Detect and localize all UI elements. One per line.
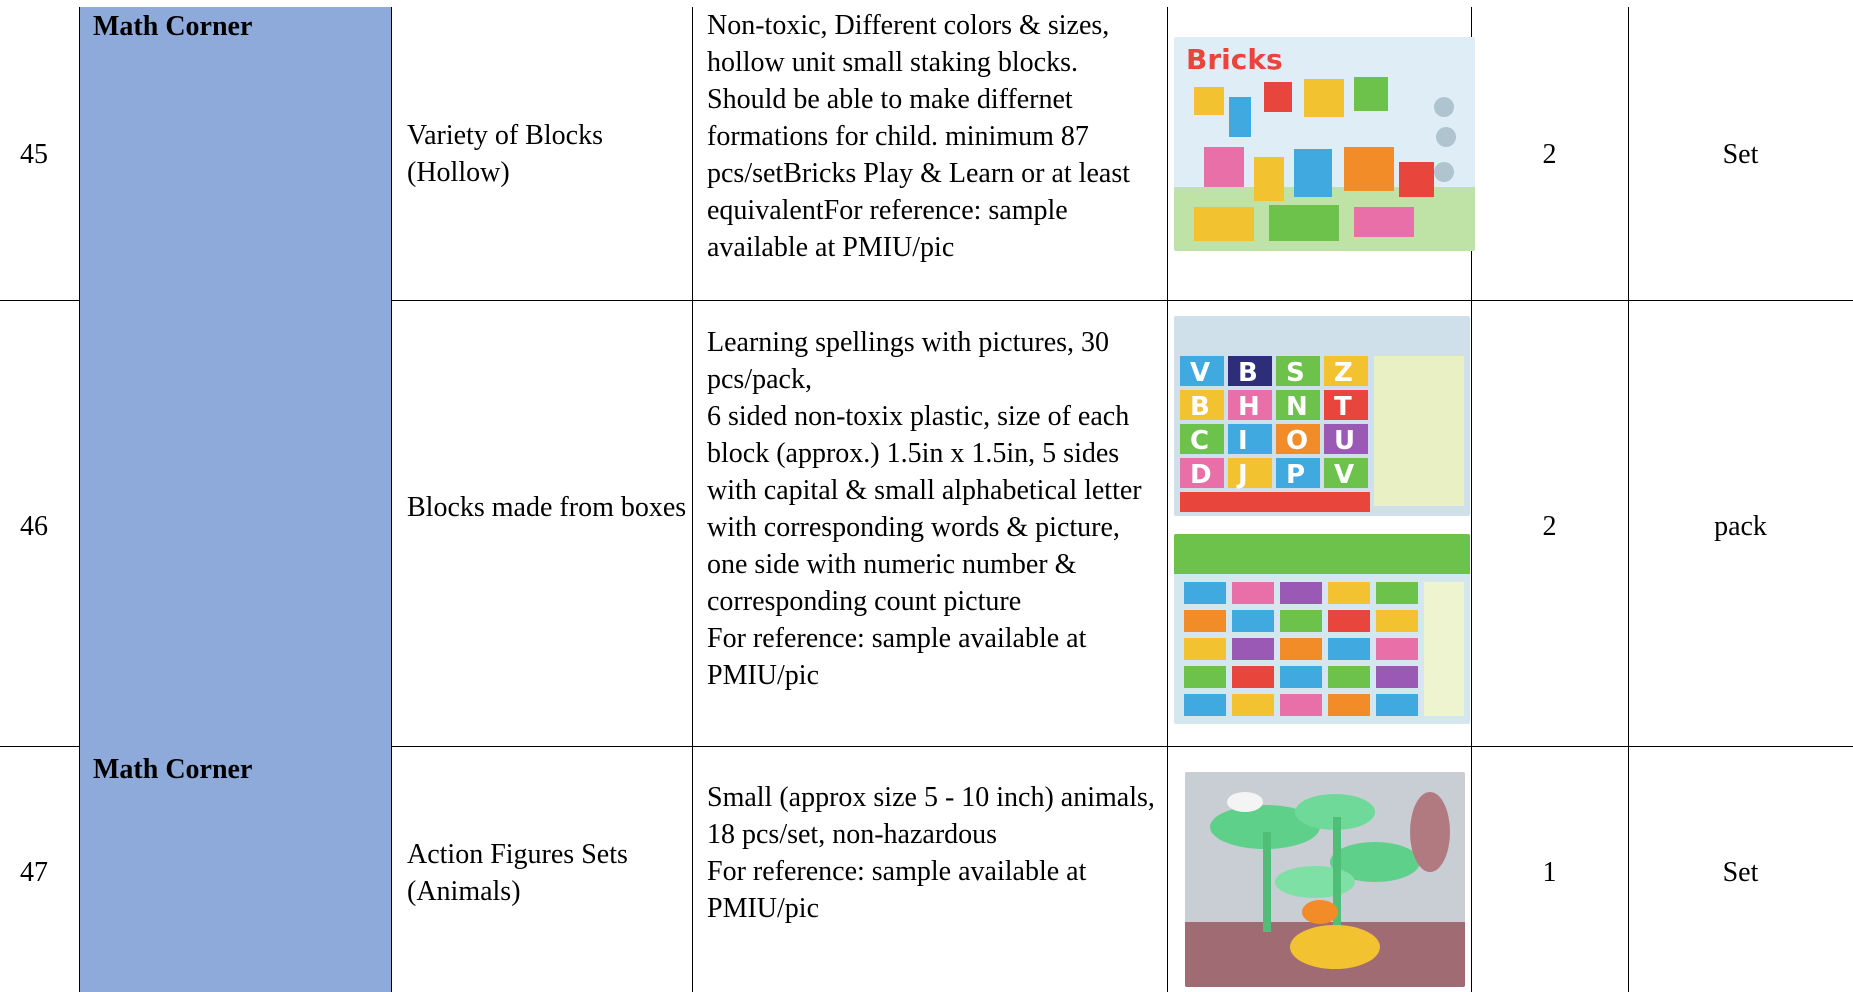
svg-text:I: I — [1238, 426, 1248, 456]
blocks-box-photo — [1174, 37, 1475, 251]
row-number: 45 — [20, 139, 48, 170]
svg-text:S: S — [1286, 358, 1305, 388]
unit: Set — [1722, 139, 1759, 170]
table-border — [391, 746, 1853, 747]
quantity: 2 — [1542, 511, 1557, 542]
category-label: Math Corner — [93, 754, 253, 785]
item-name: Action Figures Sets (Animals) — [407, 839, 628, 907]
unit: pack — [1714, 511, 1767, 542]
animal-figures-photo — [1185, 772, 1465, 987]
svg-text:D: D — [1190, 460, 1212, 490]
item-name: Blocks made from boxes — [407, 492, 687, 523]
svg-text:B: B — [1238, 358, 1258, 388]
svg-text:T: T — [1334, 392, 1352, 422]
svg-text:V: V — [1334, 460, 1355, 490]
category-label: Math Corner — [93, 11, 253, 42]
quantity: 2 — [1542, 139, 1557, 170]
item-specification: Small (approx size 5 - 10 inch) animals, 18 pcs/set, non-hazardous For reference: sample available at PMIU/pic — [707, 782, 1155, 924]
svg-text:B: B — [1190, 392, 1210, 422]
svg-text:O: O — [1286, 426, 1309, 456]
svg-text:V: V — [1190, 358, 1211, 388]
item-specification: Non-toxic, Different colors & sizes, hollow unit small staking blocks. Should be able to make differnet formations for child. minimum 87 pcs/setBricks Play & Learn or at least equivalentFor reference: sample available at PMIU/pic — [707, 10, 1130, 263]
svg-text:N: N — [1286, 392, 1308, 422]
svg-text:H: H — [1238, 392, 1260, 422]
table-border — [391, 7, 392, 992]
table-border — [0, 746, 79, 747]
svg-text:Z: Z — [1334, 358, 1353, 388]
table-border — [0, 300, 79, 301]
item-name: Variety of Blocks (Hollow) — [407, 120, 603, 188]
row-number: 47 — [20, 857, 48, 888]
category-column — [79, 7, 391, 992]
table-border — [1167, 7, 1168, 992]
table-border — [692, 7, 693, 992]
table-border — [391, 300, 1853, 301]
svg-text:C: C — [1190, 426, 1210, 456]
row-number: 46 — [20, 511, 48, 542]
letter-blocks-photo — [1174, 316, 1470, 516]
item-specification: Learning spellings with pictures, 30 pcs/pack, 6 sided non-toxix plastic, size of each block (approx.) 1.5in x 1.5in, 5 sides with capital & small alphabetical letter with corresponding words & picture, one side with numeric number & corresponding count picture For reference: sample available at PMIU/pic — [707, 327, 1142, 691]
quantity: 1 — [1542, 857, 1557, 888]
svg-text:Bricks: Bricks — [1186, 43, 1283, 76]
table-border — [79, 7, 80, 992]
number-blocks-photo — [1174, 534, 1470, 724]
svg-text:J: J — [1238, 460, 1248, 490]
svg-text:P: P — [1286, 460, 1306, 490]
svg-text:U: U — [1334, 426, 1356, 456]
unit: Set — [1722, 857, 1759, 888]
